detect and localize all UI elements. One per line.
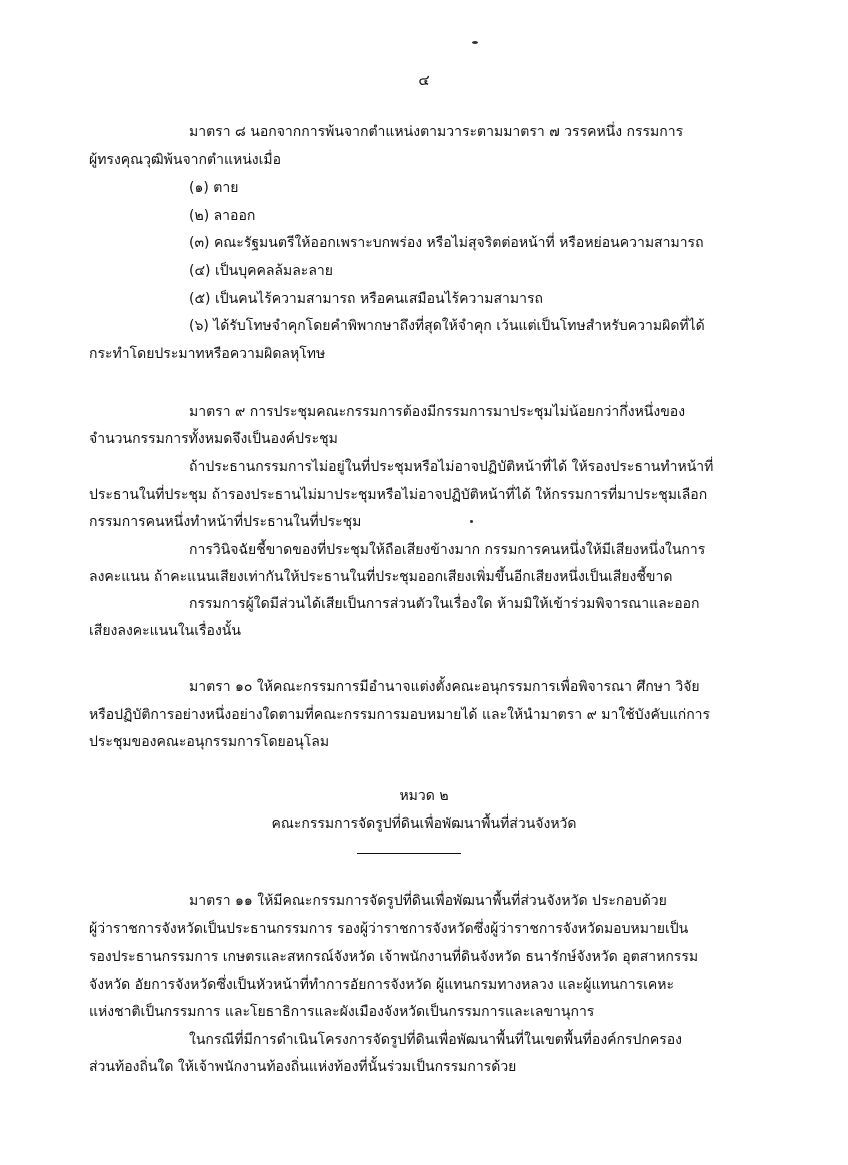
section10-line: หรือปฏิบัติการอย่างหนึ่งอย่างใดตามที่คณะกรรมการมอบหมายได้ และให้นำมาตรา ๙ มาใช้บังคับแก่การ xyxy=(89,707,711,723)
page-number: ๔ xyxy=(418,71,430,89)
section9-line: ลงคะแนน ถ้าคะแนนเสียงเท่ากันให้ประธานในที่ประชุมออกเสียงเพิ่มขึ้นอีกเสียงหนึ่งเป็นเสียงชี้ขาด xyxy=(89,569,673,585)
section8-item: (๓) คณะรัฐมนตรีให้ออกเพราะบกพร่อง หรือไม่สุจริตต่อหน้าที่ หรือหย่อนความสามารถ xyxy=(189,235,704,251)
section9-line: มาตรา ๙ การประชุมคณะกรรมการต้องมีกรรมการมาประชุมไม่น้อยกว่ากึ่งหนึ่งของ xyxy=(189,404,686,420)
section11-line: ส่วนท้องถิ่นใด ให้เจ้าพนักงานท้องถิ่นแห่งท้องที่นั้นร่วมเป็นกรรมการด้วย xyxy=(89,1059,517,1075)
section11-line: รองประธานกรรมการ เกษตรและสหกรณ์จังหวัด เจ้าพนักงานที่ดินจังหวัด ธนารักษ์จังหวัด อุตสาหกรรม xyxy=(89,949,699,965)
section9-line: การวินิจฉัยชี้ขาดของที่ประชุมให้ถือเสียงข้างมาก กรรมการคนหนึ่งให้มีเสียงหนึ่งในการ xyxy=(189,542,706,558)
chapter-label: หมวด ๒ xyxy=(399,788,449,804)
section11-line: มาตรา ๑๑ ให้มีคณะกรรมการจัดรูปที่ดินเพื่อพัฒนาพื้นที่ส่วนจังหวัด ประกอบด้วย xyxy=(189,893,667,909)
section10-line: มาตรา ๑๐ ให้คณะกรรมการมีอำนาจแต่งตั้งคณะอนุกรรมการเพื่อพิจารณา ศึกษา วิจัย xyxy=(189,679,700,695)
section8-item: (๕) เป็นคนไร้ความสามารถ หรือคนเสมือนไร้ความสามารถ xyxy=(189,291,543,307)
chapter-title: คณะกรรมการจัดรูปที่ดินเพื่อพัฒนาพื้นที่ส่วนจังหวัด xyxy=(271,816,577,832)
section9-line: กรรมการผู้ใดมีส่วนได้เสียเป็นการส่วนตัวในเรื่องใด ห้ามมิให้เข้าร่วมพิจารณาและออก xyxy=(189,596,700,612)
section11-line: แห่งชาติเป็นกรรมการ และโยธาธิการและผังเมืองจังหวัดเป็นกรรมการและเลขานุการ xyxy=(89,1004,595,1020)
section9-line: ถ้าประธานกรรมการไม่อยู่ในที่ประชุมหรือไม่อาจปฏิบัติหน้าที่ได้ ให้รองประธานทำหน้าที่ xyxy=(189,459,714,475)
section8-item: (๖) ได้รับโทษจำคุกโดยคำพิพากษาถึงที่สุดให้จำคุก เว้นแต่เป็นโทษสำหรับความผิดที่ได้ xyxy=(189,318,705,334)
scan-speck xyxy=(470,520,473,523)
section9-line: เสียงลงคะแนนในเรื่องนั้น xyxy=(89,623,241,639)
section8-line: มาตรา ๘ นอกจากการพ้นจากตำแหน่งตามวาระตามมาตรา ๗ วรรคหนึ่ง กรรมการ xyxy=(189,124,684,140)
section11-line: ในกรณีที่มีการดำเนินโครงการจัดรูปที่ดินเพื่อพัฒนาพื้นที่ในเขตพื้นที่องค์กรปกครอง xyxy=(189,1032,683,1048)
heading-divider xyxy=(357,853,461,854)
scan-speck xyxy=(472,41,478,44)
section8-item: (๑) ตาย xyxy=(189,180,239,196)
section8-line: ผู้ทรงคุณวุฒิพ้นจากตำแหน่งเมื่อ xyxy=(89,152,282,168)
section8-item: (๔) เป็นบุคคลล้มละลาย xyxy=(189,263,333,279)
section8-item: (๒) ลาออก xyxy=(189,208,256,224)
section11-line: ผู้ว่าราชการจังหวัดเป็นประธานกรรมการ รองผู้ว่าราชการจังหวัดซึ่งผู้ว่าราชการจังหวัดมอบหมายเป็น xyxy=(89,921,689,937)
section9-line: กรรมการคนหนึ่งทำหน้าที่ประธานในที่ประชุม xyxy=(89,514,362,530)
section9-line: ประธานในที่ประชุม ถ้ารองประธานไม่มาประชุมหรือไม่อาจปฏิบัติหน้าที่ได้ ให้กรรมการที่มาประชุมเลือก xyxy=(89,487,708,503)
section9-line: จำนวนกรรมการทั้งหมดจึงเป็นองค์ประชุม xyxy=(89,431,338,447)
section8-line: กระทำโดยประมาทหรือความผิดลหุโทษ xyxy=(89,346,326,362)
section10-line: ประชุมของคณะอนุกรรมการโดยอนุโลม xyxy=(89,734,330,750)
section11-line: จังหวัด อัยการจังหวัดซึ่งเป็นหัวหน้าที่ทำการอัยการจังหวัด ผู้แทนกรมทางหลวง และผู้แทนการเคหะ xyxy=(89,977,675,993)
